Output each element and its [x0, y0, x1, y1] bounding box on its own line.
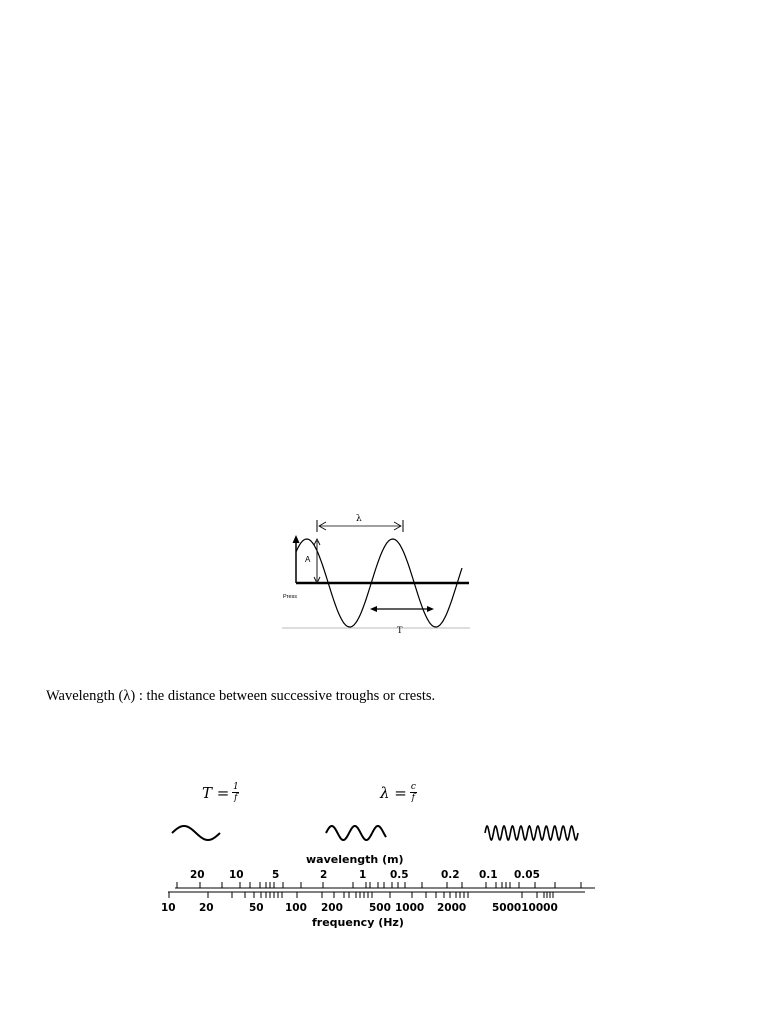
wavelength-axis-title: wavelength (m)	[306, 853, 404, 866]
wavelength-tick-label: 10	[229, 869, 244, 881]
wavelength-tick-label: 0.05	[514, 869, 540, 881]
wavelength-tick-labels	[190, 869, 540, 881]
period-denominator: f	[234, 793, 238, 803]
frequency-tick-labels	[161, 902, 558, 914]
wavelength-tick-label: 2	[320, 869, 328, 881]
wavelength-tick-label: 1	[359, 869, 367, 881]
frequency-tick-label: 50	[249, 902, 264, 914]
pressure-axis-arrowhead	[293, 535, 300, 543]
wavelength-tick-label: 0.5	[390, 869, 409, 881]
wavelength-frequency-scale	[160, 818, 600, 933]
mid-frequency-wave	[326, 826, 386, 840]
wavelength-definition: Wavelength (λ) : the distance between successive troughs or crests.	[46, 688, 436, 704]
high-frequency-wave	[485, 826, 578, 840]
wavelength-tick-label: 0.1	[479, 869, 498, 881]
frequency-tick-label: 500	[369, 902, 391, 914]
wavelength-equation-lhs: λ =	[380, 783, 407, 802]
wavelength-tick-label: 20	[190, 869, 205, 881]
low-frequency-wave	[172, 826, 220, 840]
wave-diagram	[270, 505, 480, 640]
period-numerator: 1	[232, 782, 239, 792]
frequency-tick-label: 10	[161, 902, 176, 914]
wavelength-ticks	[177, 882, 581, 888]
period-arrowhead-left	[370, 606, 377, 612]
frequency-tick-label: 100	[285, 902, 307, 914]
frequency-axis-title: frequency (Hz)	[312, 916, 404, 929]
frequency-tick-label: 200	[321, 902, 343, 914]
wavelength-fraction	[410, 782, 417, 803]
wavelength-numerator: c	[410, 782, 416, 792]
wavelength-denominator: f	[411, 793, 416, 803]
period-equation-lhs: T =	[202, 783, 230, 802]
wavelength-tick-label: 0.2	[441, 869, 460, 881]
period-equation	[202, 782, 239, 803]
frequency-tick-label: 20	[199, 902, 214, 914]
period-label: T	[397, 625, 403, 635]
lambda-label: λ	[356, 514, 362, 524]
frequency-tick-label: 1000	[395, 902, 425, 914]
wavelength-tick-label: 5	[272, 869, 280, 881]
frequency-tick-label: 500010000	[492, 902, 558, 914]
wavelength-equation	[380, 782, 417, 803]
period-fraction	[232, 782, 239, 803]
frequency-tick-label: 2000	[437, 902, 467, 914]
frequency-ticks	[169, 892, 553, 898]
period-arrowhead-right	[427, 606, 434, 612]
pressure-label: Press	[283, 594, 298, 600]
amplitude-label: A	[305, 555, 311, 564]
